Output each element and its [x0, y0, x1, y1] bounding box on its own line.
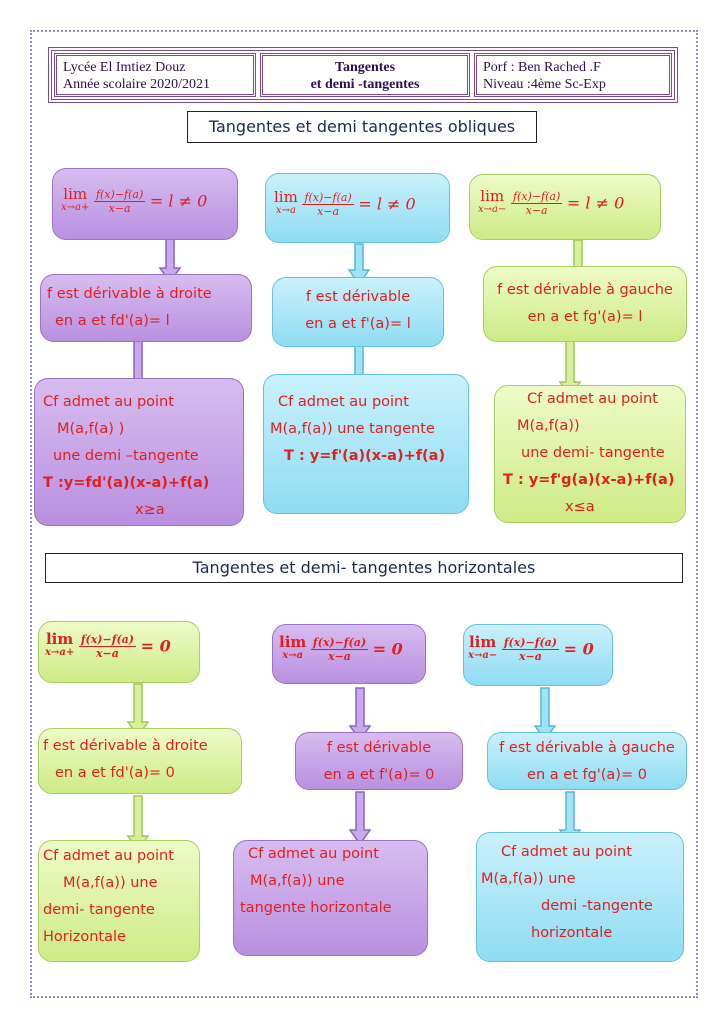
curve-line1: Cf admet au point: [278, 394, 409, 410]
limit-box-left: lim x→a− $\frac{f(x)-f(a)}{x-a}$ = l ≠ 0: [469, 174, 661, 240]
curve-line2: M(a,f(a)) une: [481, 871, 576, 887]
limit-denominator: x−a: [108, 201, 131, 215]
deriv-box-mid: [272, 277, 444, 347]
curve-line4: T :y=fd'(a)(x-a)+f(a): [43, 475, 210, 491]
deriv-line1: f est dérivable: [326, 740, 432, 756]
deriv-line2: en a et f'(a)= 0: [323, 767, 435, 783]
curve-line3: demi- tangente: [43, 902, 155, 918]
limit-denominator: x−a: [525, 203, 548, 217]
deriv-line2: en a et f'(a)= l: [305, 316, 411, 332]
section1-title: Tangentes et demi tangentes obliques: [187, 111, 537, 143]
curve-line1: Cf admet au point: [43, 394, 174, 410]
curve-box-left: [494, 385, 686, 523]
limit-denominator: x−a: [328, 649, 351, 663]
limit-rhs: = l ≠ 0: [358, 194, 416, 214]
limit-rhs: = 0: [563, 639, 594, 659]
curve-line5: x≤a: [565, 499, 595, 515]
curve-box-left: [476, 832, 684, 962]
limit-box-left: lim x→a− $\frac{f(x)-f(a)}{x-a}$ = 0: [463, 624, 613, 686]
deriv-box-right: [40, 274, 252, 342]
limit-denominator: x−a: [95, 646, 119, 660]
deriv-line2: en a et fg'(a)= l: [527, 309, 643, 325]
curve-line4: Horizontale: [43, 929, 126, 945]
limit-numerator: f(x)−f(a): [95, 187, 144, 201]
curve-line3: une demi –tangente: [53, 448, 199, 464]
section2-title: Tangentes et demi- tangentes horizontales: [45, 553, 683, 583]
curve-box-mid: [263, 374, 469, 514]
limit-numerator: f(x)−f(a): [80, 632, 134, 646]
curve-line2: M(a,f(a) ): [57, 421, 125, 437]
limit-numerator: f(x)−f(a): [503, 635, 557, 649]
curve-line2: M(a,f(a)) une: [250, 873, 345, 889]
deriv-line1: f est dérivable à droite: [43, 738, 208, 754]
school-name: Lycée El Imtiez Douz: [63, 60, 186, 75]
curve-line1: Cf admet au point: [501, 844, 632, 860]
deriv-line1: f est dérivable à gauche: [497, 282, 673, 298]
curve-line2: M(a,f(a)) une: [63, 875, 158, 891]
limit-sub: x→a: [275, 205, 296, 216]
limit-box-right: lim x→a+ $\frac{f(x)-f(a)}{x-a}$ = l ≠ 0: [52, 168, 238, 240]
curve-line2: M(a,f(a)): [517, 418, 580, 434]
limit-box-right: lim x→a+ $\frac{f(x)-f(a)}{x-a}$ = 0: [38, 621, 200, 683]
limit-denominator: x−a: [317, 204, 340, 218]
limit-numerator: f(x)−f(a): [312, 635, 367, 649]
deriv-box-left: [487, 732, 687, 790]
curve-line3: T : y=f'(a)(x-a)+f(a): [284, 448, 446, 464]
curve-line5: x≥a: [135, 502, 165, 518]
deriv-line1: f est dérivable: [305, 289, 411, 305]
limit-rhs: = 0: [140, 636, 171, 656]
curve-box-right: [38, 840, 200, 962]
teacher-name: Porf : Ben Rached .F: [483, 60, 601, 75]
curve-line2: M(a,f(a)) une tangente: [270, 421, 435, 437]
limit-numerator: f(x)−f(a): [304, 190, 352, 204]
doc-title-line2: et demi -tangentes: [310, 77, 420, 92]
limit-rhs: = l ≠ 0: [149, 191, 208, 211]
deriv-line1: f est dérivable à gauche: [499, 740, 675, 756]
deriv-line1: f est dérivable à droite: [47, 286, 212, 302]
limit-numerator: f(x)−f(a): [512, 189, 561, 203]
curve-line1: Cf admet au point: [527, 391, 658, 407]
curve-box-mid: [233, 840, 428, 956]
curve-line4: horizontale: [531, 925, 613, 941]
school-year: Année scolaire 2020/2021: [63, 77, 210, 92]
limit-denominator: x−a: [518, 649, 542, 663]
deriv-line2: en a et fd'(a)= l: [55, 313, 170, 329]
limit-sub: x→a: [282, 650, 304, 661]
limit-sub: x→a−: [468, 650, 498, 661]
arrow-icon: [350, 792, 370, 844]
doc-title-line1: Tangentes: [334, 60, 396, 75]
curve-line3: demi -tangente: [541, 898, 653, 914]
limit-box-mid: lim x→a $\frac{f(x)-f(a)}{x-a}$ = 0: [272, 624, 426, 684]
deriv-box-right: [38, 728, 242, 794]
curve-line1: Cf admet au point: [43, 848, 174, 864]
limit-sub: x→a−: [478, 204, 507, 215]
deriv-line2: en a et fg'(a)= 0: [527, 767, 647, 783]
deriv-box-mid: [295, 732, 463, 790]
limit-sub: x→a+: [61, 202, 90, 213]
deriv-line2: en a et fd'(a)= 0: [55, 765, 175, 781]
limit-box-mid: lim x→a $\frac{f(x)-f(a)}{x-a}$ = l ≠ 0: [265, 173, 450, 243]
curve-line4: T : y=f'g(a)(x-a)+f(a): [503, 472, 675, 488]
curve-box-right: [34, 378, 244, 526]
curve-line3: tangente horizontale: [240, 900, 392, 916]
class-level: Niveau :4ème Sc-Exp: [483, 77, 606, 92]
curve-line1: Cf admet au point: [248, 846, 379, 862]
limit-sub: x→a+: [45, 647, 75, 658]
curve-line3: une demi- tangente: [521, 445, 665, 461]
limit-rhs: = 0: [372, 639, 403, 659]
limit-rhs: = l ≠ 0: [566, 193, 625, 213]
deriv-box-left: [483, 266, 687, 342]
